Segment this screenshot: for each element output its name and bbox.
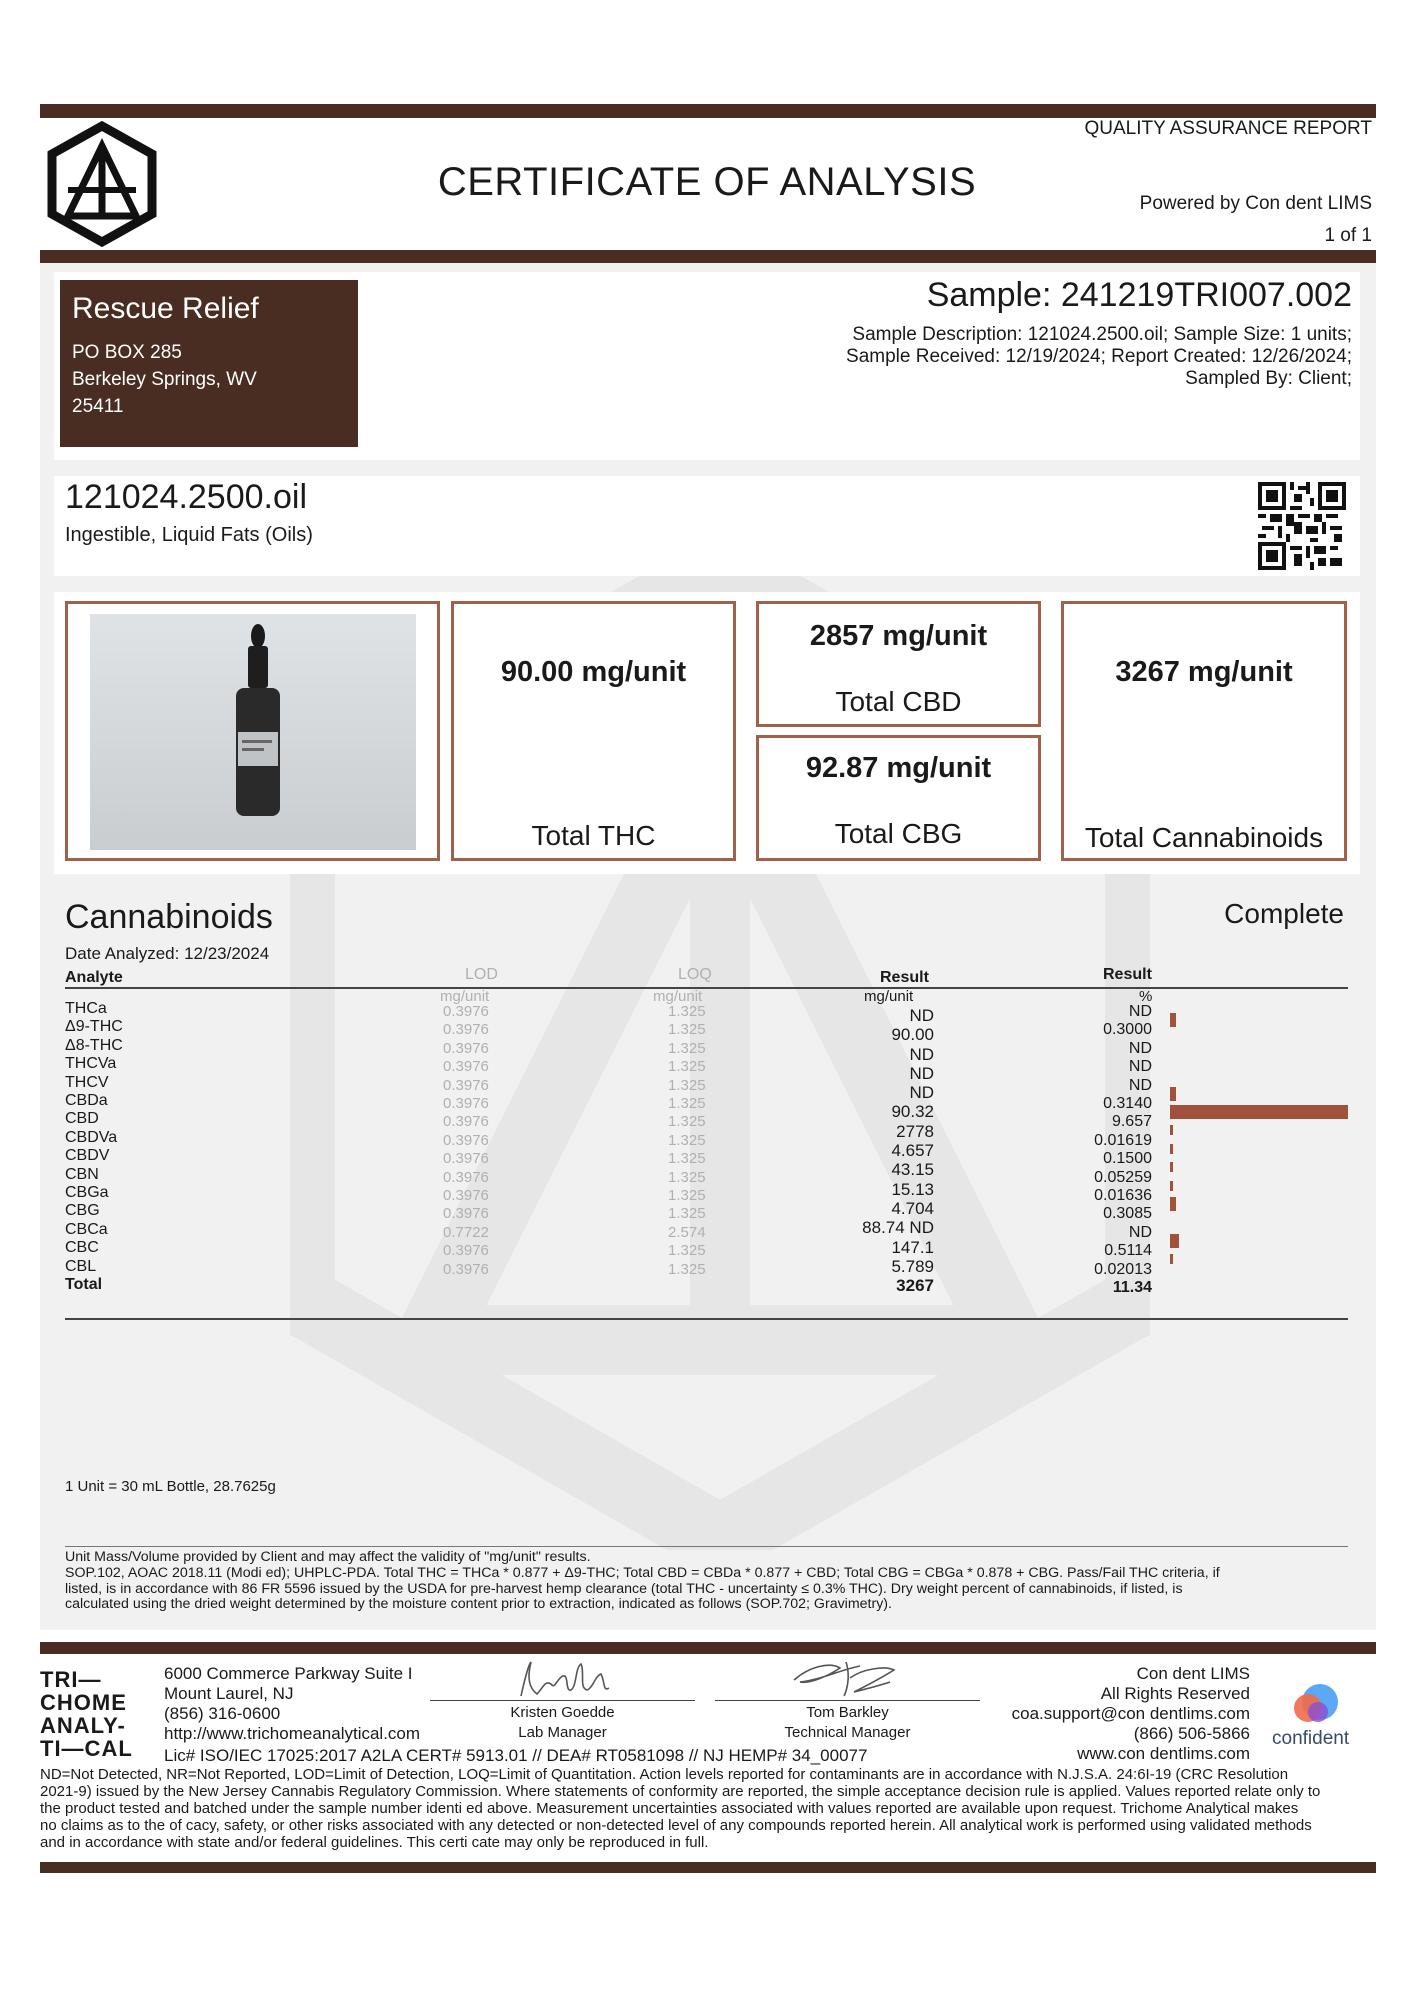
bottom-rule: [40, 1862, 1376, 1873]
signer-2-title: Technical Manager: [784, 1724, 911, 1741]
percent-bar: [1170, 1197, 1176, 1211]
lod-column: [443, 1003, 489, 1279]
percent-value: 0.3000: [1103, 1021, 1152, 1039]
lab-logo-icon: [46, 120, 158, 248]
analyte-name: CBN: [65, 1165, 99, 1183]
disclaimer: [40, 1766, 1380, 1851]
col-result-pct-header: Result: [1103, 966, 1152, 983]
signer-1-name: Kristen Goedde: [510, 1704, 615, 1721]
col-result-header: Result: [880, 969, 929, 986]
sample-description: Sample Description: 121024.2500.oil; Sample Size: 1 units;: [852, 324, 1352, 345]
analyte-name: CBDa: [65, 1092, 108, 1110]
analyte-name: THCVa: [65, 1055, 117, 1073]
lod-value: 0.3976: [443, 1003, 489, 1020]
loq-value: 1.325: [668, 1095, 706, 1113]
lod-value: 0.3976: [443, 1113, 489, 1131]
header-rule: [40, 250, 1376, 263]
total-cannabinoids-value: 3267 mg/unit: [1115, 656, 1293, 688]
client-name: Rescue Relief: [72, 292, 259, 325]
analyte-name: CBDV: [65, 1147, 110, 1165]
table-bottom-rule: [65, 1318, 1348, 1320]
disclaimer-line: the product tested and batched under the sample number identi ed above. Measurement uncertainties associated with values reported are available upon request. Trichome Analytical makes: [40, 1800, 1299, 1817]
result-total: 3267: [896, 1276, 934, 1296]
loq-value: 1.325: [668, 1003, 706, 1020]
loq-value: 1.325: [668, 1260, 706, 1278]
result-column: [862, 1006, 934, 1295]
analyte-name: CBC: [65, 1239, 99, 1257]
percent-value: ND: [1128, 1058, 1152, 1076]
percent-value: ND: [1128, 1003, 1152, 1020]
percent-bar: [1170, 1162, 1173, 1172]
lod-value: 0.3976: [443, 1058, 489, 1076]
trichome-logo-line: TI—CAL: [40, 1736, 133, 1761]
percent-value: 0.3085: [1103, 1205, 1152, 1223]
result-value: 90.00: [891, 1025, 934, 1045]
cannabinoids-title: Cannabinoids: [65, 898, 273, 936]
signature-line-2: [715, 1700, 980, 1701]
analyte-total-label: Total: [65, 1276, 103, 1294]
percent-bar: [1170, 1013, 1176, 1027]
loq-column: [668, 1003, 706, 1279]
pct-unit: %: [1139, 988, 1153, 1005]
result-value: ND: [909, 1044, 934, 1064]
result-value: 15.13: [891, 1179, 934, 1199]
percent-bar: [1170, 1125, 1173, 1135]
notes-rule: [65, 1546, 1348, 1547]
page-title: CERTIFICATE OF ANALYSIS: [437, 160, 977, 204]
analyte-name: Δ9-THC: [65, 1018, 123, 1036]
percent-bar: [1170, 1105, 1348, 1119]
client-address-3: 25411: [72, 396, 124, 417]
confident-logo-text: confident: [1272, 1728, 1350, 1749]
lod-value: 0.3976: [443, 1205, 489, 1223]
total-cbd-card: [756, 601, 1041, 727]
analyte-name: CBD: [65, 1110, 99, 1128]
loq-value: 1.325: [668, 1205, 706, 1223]
sample-received: Sample Received: 12/19/2024; Report Created: 12/26/2024;: [846, 346, 1352, 367]
loq-value: 1.325: [668, 1058, 706, 1076]
lab-phone: (856) 316-0600: [164, 1704, 281, 1723]
lims-website-link[interactable]: www.con dentlims.com: [1077, 1744, 1250, 1763]
loq-value: 1.325: [668, 1021, 706, 1039]
percent-value: 0.5114: [1104, 1242, 1152, 1260]
loq-unit: mg/unit: [653, 988, 703, 1005]
signature-line-1: [430, 1700, 695, 1701]
result-value: ND: [909, 1063, 934, 1083]
lims-email-link[interactable]: coa.support@con dentlims.com: [1011, 1704, 1250, 1723]
dropper-bottle-icon: [228, 622, 288, 822]
analyte-name: THCa: [65, 1000, 107, 1017]
trichome-logo-line: CHOME: [40, 1690, 127, 1715]
signer-2-name: Tom Barkley: [806, 1704, 889, 1721]
trichome-logo-line: ANALY-: [40, 1713, 126, 1738]
result-value: 88.74 ND: [862, 1218, 934, 1238]
total-cbg-card: [756, 735, 1041, 861]
percent-bar: [1170, 1181, 1173, 1191]
percent-value: 0.01636: [1094, 1187, 1152, 1205]
table-header-rule: [65, 987, 1348, 989]
percent-value: 0.02013: [1094, 1260, 1152, 1278]
footer-rule: [40, 1642, 1376, 1654]
method-note-line: SOP.102, AOAC 2018.11 (Modi ed); UHPLC-PDA. Total THC = THCa * 0.877 + Δ9-THC; Total CBD = CBDa * 0.877 + CBD; Total CBG = CBGa * 0.878 + CBG. Pass/Fail THC criteria, if: [65, 1564, 1220, 1581]
lod-unit: mg/unit: [440, 988, 490, 1005]
client-address-1: PO BOX 285: [72, 342, 182, 363]
loq-value: 1.325: [668, 1187, 706, 1205]
lab-address-2: Mount Laurel, NJ: [164, 1684, 294, 1703]
disclaimer-line: 2021-9) issued by the New Jersey Cannabis Regulatory Commission. Where statements of conformity are reported, the simple acceptance decision rule is applied. Values reported relate only to: [40, 1783, 1321, 1800]
total-cannabinoids-label: Total Cannabinoids: [1084, 822, 1324, 853]
disclaimer-line: and in accordance with state and/or federal guidelines. This certi cate may only be reproduced in full.: [40, 1834, 709, 1851]
loq-value: 1.325: [668, 1242, 706, 1260]
result-value: 90.32: [891, 1102, 934, 1122]
sample-id: Sample: 241219TRI007.002: [926, 276, 1352, 314]
qa-label: QUALITY ASSURANCE REPORT: [1084, 118, 1372, 139]
product-category: Ingestible, Liquid Fats (Oils): [65, 524, 313, 546]
result-value: 5.789: [891, 1256, 934, 1276]
percent-total: 11.34: [1112, 1279, 1152, 1297]
lod-value: 0.3976: [443, 1150, 489, 1168]
result-value: 43.15: [891, 1160, 934, 1180]
confident-logo-icon: [1290, 1682, 1340, 1726]
loq-value: 1.325: [668, 1150, 706, 1168]
signature-tom: [790, 1658, 900, 1700]
analyte-name: CBGa: [65, 1184, 109, 1202]
analyte-name: CBG: [65, 1202, 100, 1220]
analyte-name: THCV: [65, 1073, 109, 1091]
powered-by: Powered by Con dent LIMS: [1139, 193, 1372, 214]
analyte-name: CBDVa: [65, 1128, 118, 1146]
disclaimer-line: no claims as to the of cacy, safety, or other risks associated with any detected or non-detected level of any compounds reported herein. All analytical work is performed using validated methods: [40, 1817, 1312, 1834]
method-notes: [65, 1550, 1355, 1613]
result-value: 4.657: [891, 1141, 934, 1161]
client-box: [60, 280, 358, 447]
method-note-line: calculated using the dried weight determined by the moisture content prior to extraction, indicated as follows (SOP.702; Gravimetry).: [65, 1596, 892, 1613]
total-cannabinoids-card: [1061, 601, 1347, 861]
loq-value: 1.325: [668, 1076, 706, 1094]
analyte-name: CBCa: [65, 1220, 108, 1238]
result-value: ND: [909, 1083, 934, 1103]
total-cbg-value: 92.87 mg/unit: [805, 752, 992, 784]
trichome-logo-line: TRI—: [40, 1667, 102, 1692]
loq-value: 1.325: [668, 1168, 706, 1186]
method-note-line: Unit Mass/Volume provided by Client and may affect the validity of "mg/unit" results.: [65, 1549, 591, 1565]
percent-bars: [1170, 1003, 1350, 1303]
product-photo-card: [65, 601, 440, 861]
lod-value: 0.3976: [443, 1260, 489, 1278]
col-analyte-header: Analyte: [65, 969, 123, 986]
lod-value: 0.3976: [443, 1095, 489, 1113]
analyte-name: CBL: [65, 1257, 97, 1275]
lims-rights: All Rights Reserved: [1100, 1684, 1250, 1703]
top-rule: [40, 104, 1376, 118]
percent-value: 0.05259: [1094, 1168, 1152, 1186]
product-name: 121024.2500.oil: [65, 478, 308, 516]
lims-name: Con dent LIMS: [1136, 1664, 1250, 1683]
loq-value: 1.325: [668, 1131, 706, 1149]
percent-value: ND: [1128, 1039, 1152, 1057]
signer-1-title: Lab Manager: [518, 1724, 607, 1741]
total-cbd-label: Total CBD: [835, 686, 962, 717]
cannabinoids-status: Complete: [1224, 898, 1344, 929]
lod-value: 0.3976: [443, 1039, 489, 1057]
product-photo: [90, 614, 416, 850]
trichome-logo: [40, 1668, 133, 1760]
disclaimer-line: ND=Not Detected, NR=Not Reported, LOD=Limit of Detection, LOQ=Limit of Quantitation. Action levels reported for contaminants are in accordance with N.J.S.A. 24:6I-19 (CRC Resolution: [40, 1766, 1289, 1783]
result-value: ND: [909, 1006, 934, 1025]
lod-value: 0.3976: [443, 1187, 489, 1205]
lod-value: 0.3976: [443, 1242, 489, 1260]
total-cbd-value: 2857 mg/unit: [809, 620, 988, 652]
sampled-by: Sampled By: Client;: [1185, 368, 1352, 389]
percent-bar: [1170, 1144, 1173, 1154]
method-note-line: listed, is in accordance with 86 FR 5596 issued by the USDA for pre-harvest hemp clearance (total THC - uncertainty ≤ 0.3% THC). Dry weight percent of cannabinoids, if listed, is: [65, 1580, 1183, 1597]
lab-address-1: 6000 Commerce Parkway Suite I: [164, 1664, 413, 1683]
percent-value: 0.1500: [1103, 1150, 1152, 1168]
result-unit: mg/unit: [864, 988, 914, 1005]
loq-value: 1.325: [668, 1113, 706, 1131]
col-loq-header: LOQ: [678, 966, 712, 983]
lod-value: 0.3976: [443, 1168, 489, 1186]
analyte-name: Δ8-THC: [65, 1036, 123, 1054]
lod-value: 0.3976: [443, 1021, 489, 1039]
lod-value: 0.7722: [443, 1223, 489, 1241]
total-cbg-label: Total CBG: [834, 818, 963, 849]
percent-column: [1094, 1003, 1152, 1298]
percent-bar: [1170, 1234, 1179, 1248]
total-thc-card: [451, 601, 736, 861]
analyte-column: [65, 1000, 123, 1295]
percent-value: 9.657: [1111, 1113, 1152, 1131]
lod-value: 0.3976: [443, 1076, 489, 1094]
result-value: 2778: [896, 1121, 934, 1141]
lab-website-link[interactable]: http://www.trichomeanalytical.com: [164, 1724, 421, 1743]
col-lod-header: LOD: [465, 966, 498, 983]
percent-value: ND: [1128, 1076, 1152, 1094]
result-value: 147.1: [891, 1237, 934, 1257]
percent-bar: [1170, 1087, 1176, 1101]
loq-value: 2.574: [668, 1223, 706, 1241]
license-line: Lic# ISO/IEC 17025:2017 A2LA CERT# 5913.01 // DEA# RT0581098 // NJ HEMP# 34_00077: [164, 1746, 868, 1765]
signature-kristen: [515, 1658, 615, 1700]
total-thc-value: 90.00 mg/unit: [500, 656, 687, 688]
loq-value: 1.325: [668, 1039, 706, 1057]
qr-code-icon[interactable]: [1258, 482, 1346, 570]
page-number: 1 of 1: [1324, 225, 1372, 246]
unit-note: 1 Unit = 30 mL Bottle, 28.7625g: [65, 1478, 276, 1495]
client-address-2: Berkeley Springs, WV: [72, 369, 257, 390]
percent-value: 0.01619: [1094, 1131, 1152, 1149]
percent-value: 0.3140: [1103, 1095, 1152, 1113]
date-analyzed: Date Analyzed: 12/23/2024: [65, 944, 270, 963]
result-value: 4.704: [891, 1198, 934, 1218]
total-thc-label: Total THC: [531, 820, 656, 851]
lod-value: 0.3976: [443, 1131, 489, 1149]
percent-bar: [1170, 1254, 1173, 1264]
lims-phone: (866) 506-5866: [1133, 1724, 1250, 1743]
percent-value: ND: [1128, 1223, 1152, 1241]
